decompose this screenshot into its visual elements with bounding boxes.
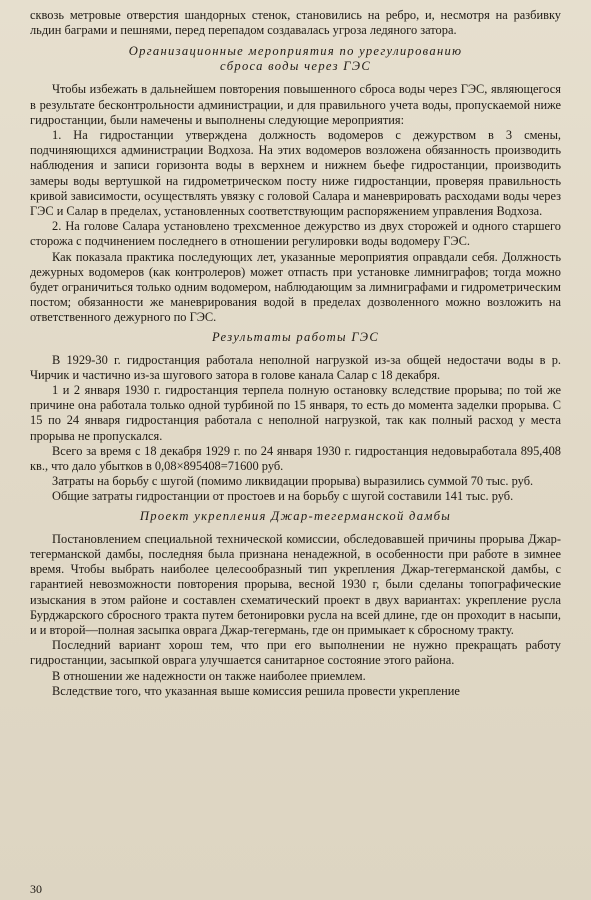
intro-fragment: сквозь метровые отверстия шандорных стенок, становились на ребро, и, несмотря на разбивку льдин баграми и пешнями, перед перепадом создавалась угроза ледяного затора.	[30, 8, 561, 38]
section-heading-dam-project: Проект укрепления Джар-тегерманской дамбы	[139, 508, 452, 523]
paragraph: Последний вариант хорош тем, что при его выполнении не нужно прекращать работу гидростанции, засыпкой оврага улучшается санитарное состояние этого района.	[30, 638, 561, 668]
paragraph: В 1929-30 г. гидростанция работала неполной нагрузкой из-за общей недостачи воды в р. Чирчик и частично из-за шугового затора в голове канала Салар с 18 декабря.	[30, 352, 561, 382]
paragraph: 1. На гидростанции утверждена должность водомеров с дежурством в 3 смены, подчиняющихся администрации Водхоза. На этих водомеров возложена обязанность производить наблюдения и записи горизонта воды в верхнем и нижнем бьефе гидростанции, производить замеры воды вертушкой на гидрометрическом посту ниже гидростанции, проверяя правильность кривой зависимости, осуществлять увязку с головой Салара и маневрировать расходами воды через ГЭС и Салар в пределах, установленных соответствующим распоряжением управления Водхоза.	[30, 128, 561, 219]
paragraph: Постановлением специальной технической комиссии, обследовавшей причины прорыва Джар-тегерманской дамбы, последняя была признана ненадежной, в особенности при работе в зимнее время. Чтобы выбрать наиболее целесообразный тип укрепления Джар-тегерманской дамбы, с гарантией невозможности повторения прорыва, весной 1930 г, были сделаны топографические изыскания в этом районе и составлен схематический проект в двух вариантах: укрепление русла Бурджарского сбросного тракта путем бетонировки русла на всей длине, где он проходит в насыпи, и и второй—полная засыпка оврага Джар-тегермань, где он примыкает к сбросному тракту.	[30, 531, 561, 637]
paragraph: Затраты на борьбу с шугой (помимо ликвидации прорыва) выразились суммой 70 тыс. руб.	[52, 474, 534, 489]
paragraph: Чтобы избежать в дальнейшем повторения повышенного сброса воды через ГЭС, являющегося в результате бесконтрольности администрации, и для правильного учета воды, пропускаемой ниже гидростанции, были намечены и выполнены следующие мероприятия:	[30, 82, 561, 127]
heading-line: сброса воды через ГЭС	[219, 59, 372, 74]
heading-line: Организационные мероприятия по урегулированию	[128, 44, 463, 59]
paragraph: 1 и 2 января 1930 г. гидростанция терпела полную остановку вследствие прорыва; по той же причине она работала только одной турбиной по 15 января, то есть до момента заделки прорыва. С 15 по 24 января гидростанция работала с неполной нагрузкой, так как полный расход у места прорыва не пропускался.	[30, 383, 561, 443]
paragraph: Как показала практика последующих лет, указанные мероприятия оправдали себя. Должность дежурных водомеров (как контролеров) может отпасть при установке лимниграфов; тогда можно будет ограничиться только одним водомером, наблюдающим за лимниграфами и гидрометрическим постом; обязанности же маневрирования водой в пределах дозволенного можно возложить на ответственного дежурного по ГЭС.	[30, 249, 561, 325]
section-heading-organization	[30, 44, 561, 74]
paragraph: Общие затраты гидростанции от простоев и на борьбу с шугой составили 141 тыс. руб.	[52, 489, 514, 504]
paragraph: Всего за время с 18 декабря 1929 г. по 24 января 1930 г. гидростанция недовыработала 895,408 кв., что дало убытков в 0,08×895408=71600 руб.	[30, 443, 561, 474]
paragraph: 2. На голове Салара установлено трехсменное дежурство из двух сторожей и одного старшего сторожа с подчинением последнего в отношении регулировки воды водомеру ГЭС.	[30, 219, 561, 249]
paragraph: В отношении же надежности он также наиболее приемлем.	[52, 668, 366, 683]
paragraph: Вследствие того, что указанная выше комиссия решила провести укрепление	[52, 683, 460, 698]
page-number: 30	[30, 882, 42, 896]
section-heading-results: Результаты работы ГЭС	[211, 329, 380, 344]
